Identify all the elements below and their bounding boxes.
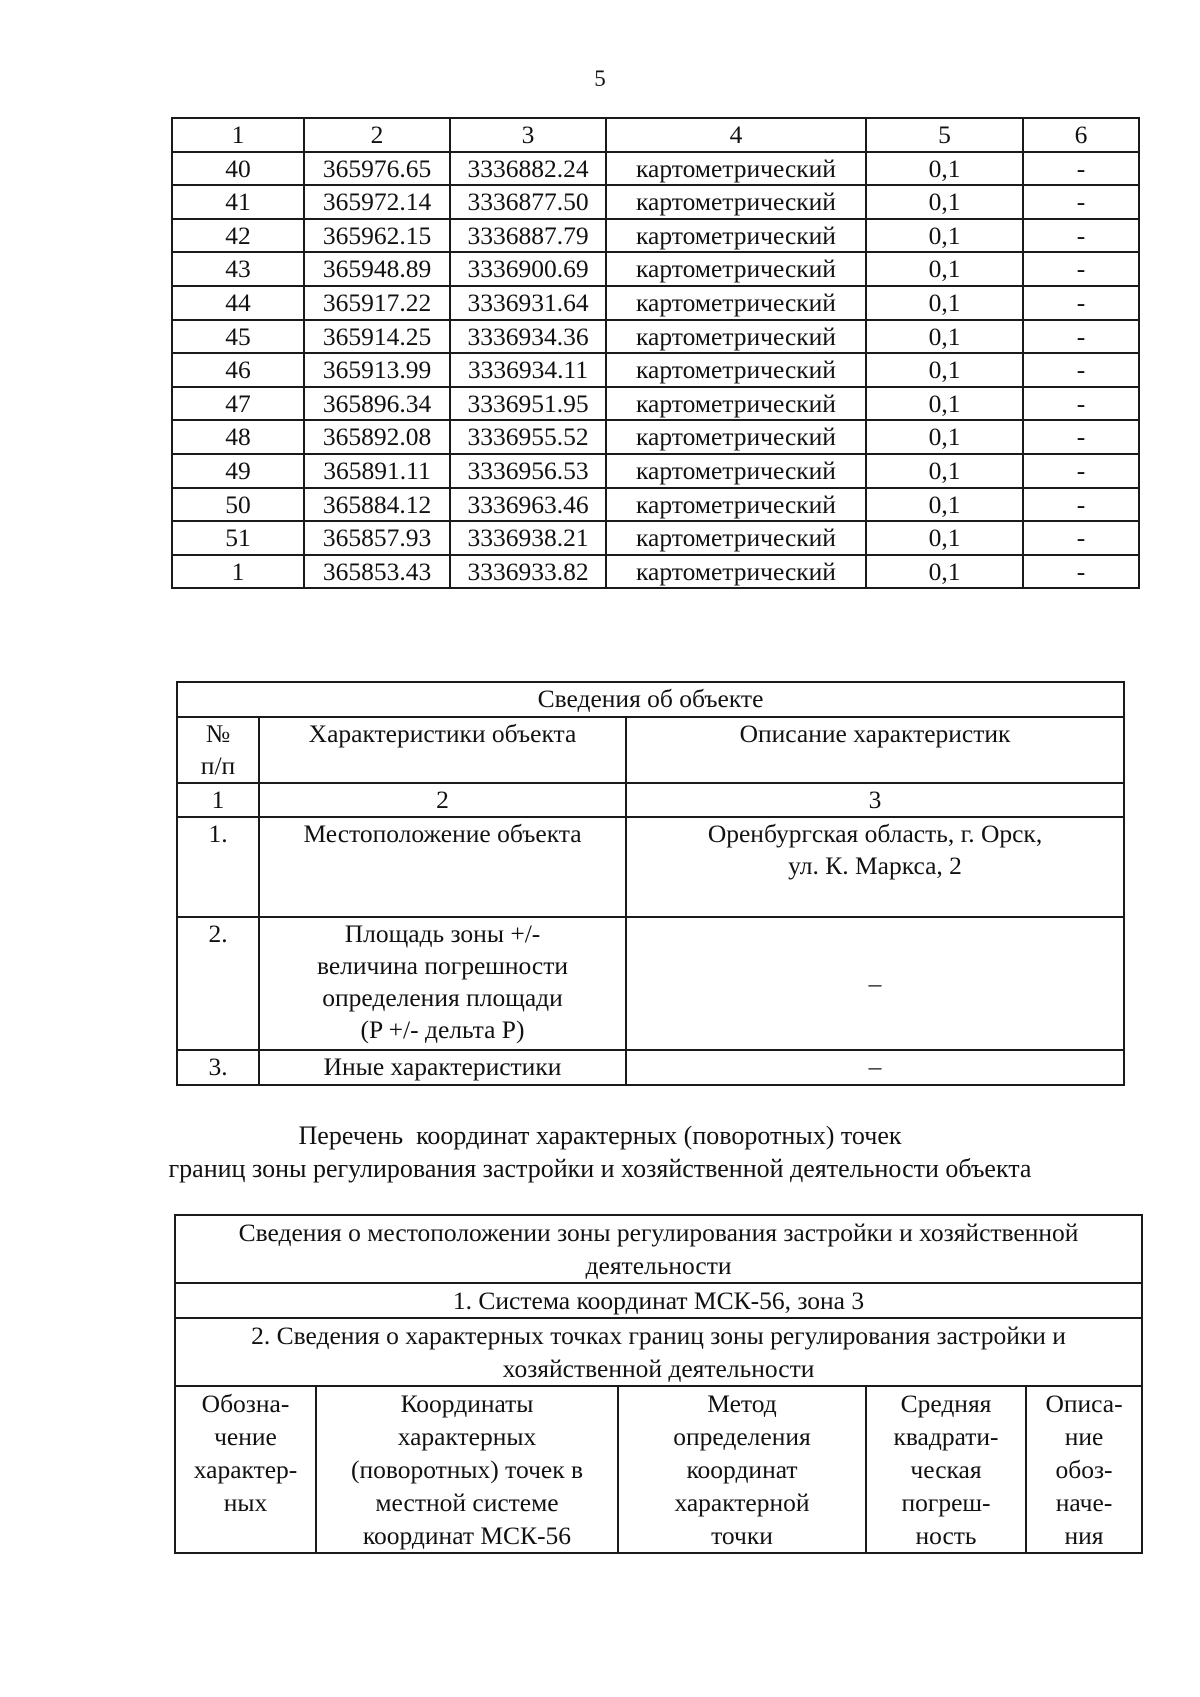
zone-title-line: Сведения о местоположении зоны регулирования застройки и хозяйственной — [238, 1218, 1079, 1247]
table-row — [172, 555, 1139, 589]
row-description: – — [626, 1050, 1124, 1085]
coord-y: 3336938.21 — [450, 521, 606, 555]
header-line: Описа- — [1045, 1389, 1123, 1418]
coord-x: 365896.34 — [304, 387, 450, 421]
col-number: 2 — [259, 783, 626, 817]
table-row — [172, 454, 1139, 488]
header-line: погреш- — [901, 1488, 991, 1517]
method: картометрический — [606, 420, 866, 454]
description: - — [1023, 353, 1139, 387]
header-line: (поворотных) точек в — [350, 1455, 584, 1484]
coord-y: 3336955.52 — [450, 420, 606, 454]
header-line: координат — [686, 1455, 798, 1484]
col-number: 1 — [177, 783, 259, 817]
description: - — [1023, 320, 1139, 354]
coord-y: 3336882.24 — [450, 152, 606, 186]
error: 0,1 — [866, 387, 1023, 421]
coord-x: 365853.43 — [304, 555, 450, 589]
col-header-description: Описание характеристик — [626, 717, 1124, 783]
description: - — [1023, 185, 1139, 219]
header-line: ния — [1064, 1521, 1104, 1550]
coord-x: 365914.25 — [304, 320, 450, 354]
header-line: ных — [223, 1488, 268, 1517]
method: картометрический — [606, 555, 866, 589]
coord-x: 365917.22 — [304, 286, 450, 320]
table-row — [172, 521, 1139, 555]
description: - — [1023, 387, 1139, 421]
col-header-num — [177, 717, 259, 783]
col-header-designation — [175, 1386, 316, 1553]
table-row — [172, 353, 1139, 387]
coord-y: 3336887.79 — [450, 219, 606, 253]
heading-line: Перечень координат характерных (поворотных) точек — [298, 1121, 902, 1150]
header-line: точки — [711, 1521, 773, 1550]
coord-y: 3336933.82 — [450, 555, 606, 589]
method: картометрический — [606, 286, 866, 320]
characteristic-line: величина погрешности — [316, 951, 569, 980]
col-header-num-line1: № — [205, 719, 231, 748]
method: картометрический — [606, 185, 866, 219]
error: 0,1 — [866, 252, 1023, 286]
row-description — [626, 817, 1124, 917]
method: картометрический — [606, 488, 866, 522]
description: - — [1023, 454, 1139, 488]
row-characteristic — [259, 917, 626, 1050]
header-line: местной системе — [375, 1488, 559, 1517]
table-row — [172, 387, 1139, 421]
coord-y: 3336963.46 — [450, 488, 606, 522]
coord-x: 365857.93 — [304, 521, 450, 555]
table-row — [172, 219, 1139, 253]
coordinates-table — [171, 117, 1140, 589]
error: 0,1 — [866, 185, 1023, 219]
table-row — [172, 185, 1139, 219]
section-heading — [0, 1119, 1200, 1185]
zone-location-table — [174, 1214, 1143, 1554]
col-header-characteristics: Характеристики объекта — [259, 717, 626, 783]
column-number: 5 — [866, 118, 1023, 152]
method: картометрический — [606, 521, 866, 555]
header-line: характерных — [397, 1422, 537, 1451]
page-number: 5 — [594, 66, 606, 91]
method: картометрический — [606, 454, 866, 488]
error: 0,1 — [866, 353, 1023, 387]
points-title-line: 2. Сведения о характерных точках границ зоны регулирования застройки и — [251, 1321, 1066, 1350]
col-header-error — [866, 1386, 1026, 1553]
method: картометрический — [606, 353, 866, 387]
coordinate-system: 1. Система координат МСК-56, зона 3 — [175, 1283, 1142, 1318]
header-line: ческая — [910, 1455, 982, 1484]
point-number: 41 — [172, 185, 304, 219]
header-line: обоз- — [1055, 1455, 1113, 1484]
zone-table-title — [175, 1215, 1142, 1283]
error: 0,1 — [866, 420, 1023, 454]
col-number: 3 — [626, 783, 1124, 817]
coord-y: 3336934.36 — [450, 320, 606, 354]
error: 0,1 — [866, 286, 1023, 320]
point-number: 47 — [172, 387, 304, 421]
heading-line: границ зоны регулирования застройки и хозяйственной деятельности объекта — [168, 1154, 1032, 1183]
point-number: 1 — [172, 555, 304, 589]
description: - — [1023, 555, 1139, 589]
point-number: 51 — [172, 521, 304, 555]
coord-x: 365962.15 — [304, 219, 450, 253]
table-row — [172, 152, 1139, 186]
coord-x: 365891.11 — [304, 454, 450, 488]
description-line: ул. К. Маркса, 2 — [788, 851, 962, 880]
coord-x: 365972.14 — [304, 185, 450, 219]
description: - — [1023, 152, 1139, 186]
error: 0,1 — [866, 152, 1023, 186]
header-line: характер- — [193, 1455, 298, 1484]
header-line: характерной — [674, 1488, 810, 1517]
header-line: координат МСК-56 — [362, 1521, 572, 1550]
table-row — [172, 286, 1139, 320]
coord-x: 365892.08 — [304, 420, 450, 454]
col-header-num-line2: п/п — [200, 751, 236, 780]
error: 0,1 — [866, 219, 1023, 253]
error: 0,1 — [866, 555, 1023, 589]
description: - — [1023, 488, 1139, 522]
description: - — [1023, 219, 1139, 253]
error: 0,1 — [866, 488, 1023, 522]
row-num: 3. — [177, 1050, 259, 1085]
column-number: 2 — [304, 118, 450, 152]
row-characteristic: Местоположение объекта — [259, 817, 626, 917]
description: - — [1023, 286, 1139, 320]
point-number: 43 — [172, 252, 304, 286]
point-number: 45 — [172, 320, 304, 354]
header-line: ность — [915, 1521, 977, 1550]
row-num: 2. — [177, 917, 259, 1050]
header-line: Метод — [707, 1389, 777, 1418]
point-number: 40 — [172, 152, 304, 186]
object-info-table — [176, 681, 1125, 1086]
characteristic-line: Площадь зоны +/- — [344, 919, 541, 948]
points-title-line: хозяйственной деятельности — [502, 1354, 815, 1383]
method: картометрический — [606, 252, 866, 286]
coord-y: 3336956.53 — [450, 454, 606, 488]
col-header-coordinates — [316, 1386, 618, 1553]
method: картометрический — [606, 387, 866, 421]
method: картометрический — [606, 152, 866, 186]
characteristic-line: (P +/- дельта P) — [360, 1015, 525, 1044]
table-header-row — [172, 118, 1139, 152]
error: 0,1 — [866, 454, 1023, 488]
table-row — [172, 252, 1139, 286]
coord-x: 365884.12 — [304, 488, 450, 522]
header-line: ние — [1064, 1422, 1104, 1451]
point-number: 48 — [172, 420, 304, 454]
error: 0,1 — [866, 521, 1023, 555]
header-line: чение — [214, 1422, 277, 1451]
col-header-method — [618, 1386, 866, 1553]
description: - — [1023, 252, 1139, 286]
header-line: наче- — [1055, 1488, 1113, 1517]
coord-y: 3336877.50 — [450, 185, 606, 219]
column-number: 6 — [1023, 118, 1139, 152]
col-header-description — [1026, 1386, 1142, 1553]
point-number: 42 — [172, 219, 304, 253]
table-row — [172, 320, 1139, 354]
row-num: 1. — [177, 817, 259, 917]
column-number: 4 — [606, 118, 866, 152]
coord-y: 3336951.95 — [450, 387, 606, 421]
column-number: 3 — [450, 118, 606, 152]
point-number: 49 — [172, 454, 304, 488]
point-number: 44 — [172, 286, 304, 320]
description-line: Оренбургская область, г. Орск, — [707, 819, 1043, 848]
description: - — [1023, 420, 1139, 454]
coord-y: 3336900.69 — [450, 252, 606, 286]
error: 0,1 — [866, 320, 1023, 354]
header-line: Координаты — [400, 1389, 534, 1418]
header-line: квадрати- — [893, 1422, 999, 1451]
row-characteristic: Иные характеристики — [259, 1050, 626, 1085]
points-section-title — [175, 1318, 1142, 1386]
coord-x: 365913.99 — [304, 353, 450, 387]
column-number: 1 — [172, 118, 304, 152]
object-table-title: Сведения об объекте — [177, 682, 1124, 717]
coord-x: 365976.65 — [304, 152, 450, 186]
point-number: 46 — [172, 353, 304, 387]
description: - — [1023, 521, 1139, 555]
header-line: Обозна- — [201, 1389, 290, 1418]
zone-title-line: деятельности — [585, 1251, 732, 1280]
method: картометрический — [606, 320, 866, 354]
coord-x: 365948.89 — [304, 252, 450, 286]
table-row — [172, 420, 1139, 454]
method: картометрический — [606, 219, 866, 253]
header-line: Средняя — [900, 1389, 992, 1418]
point-number: 50 — [172, 488, 304, 522]
row-description: – — [626, 917, 1124, 1050]
coord-y: 3336934.11 — [450, 353, 606, 387]
characteristic-line: определения площади — [322, 983, 563, 1012]
table-row — [172, 488, 1139, 522]
header-line: определения — [673, 1422, 811, 1451]
coord-y: 3336931.64 — [450, 286, 606, 320]
